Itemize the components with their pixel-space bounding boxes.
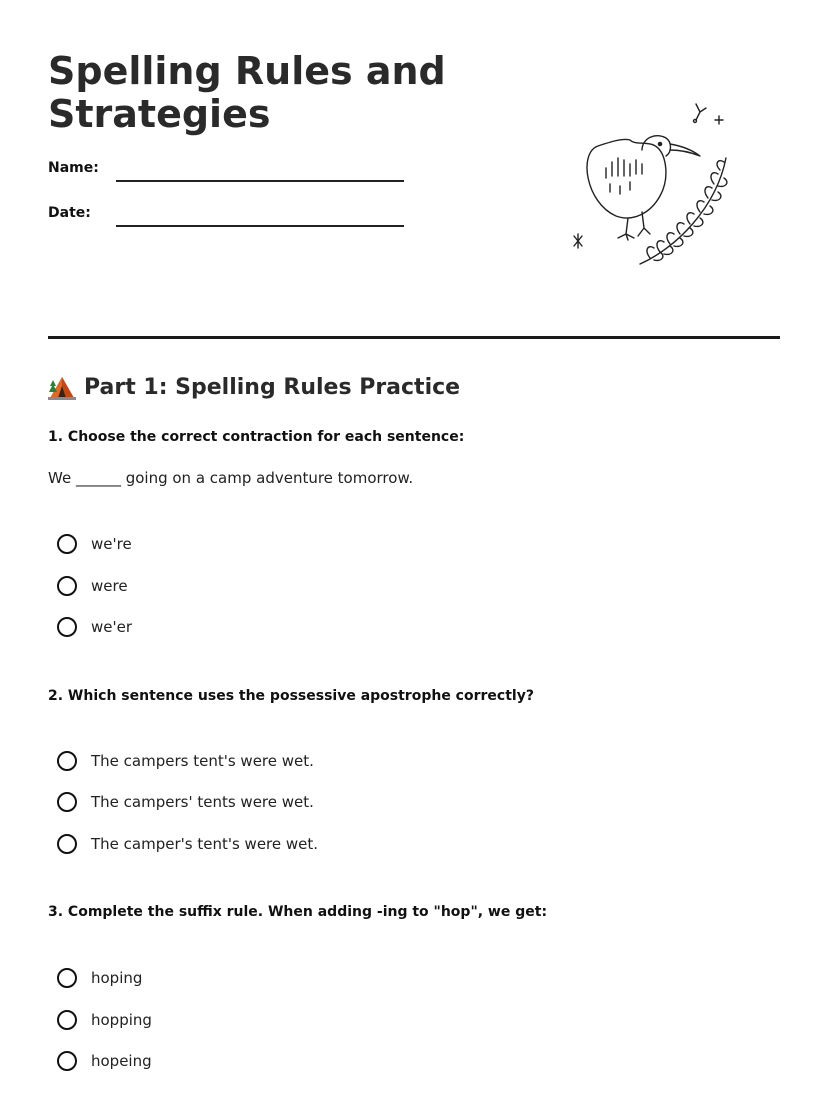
option-label: The campers' tents were wet. [91,793,314,811]
part1-heading-text: Part 1: Spelling Rules Practice [84,374,461,400]
radio-button[interactable] [57,834,77,854]
q2-option-1[interactable] [57,748,314,774]
radio-button[interactable] [57,576,77,596]
q1-option-2[interactable] [57,573,128,599]
radio-button[interactable] [57,751,77,771]
q3-option-2[interactable] [57,1007,152,1033]
radio-button[interactable] [57,534,77,554]
date-field[interactable] [48,205,408,229]
option-label: hopeing [91,1052,152,1070]
worksheet-title: Spelling Rules and Strategies [48,49,446,136]
date-label: Date: [48,205,91,221]
option-label: hoping [91,969,143,987]
radio-button[interactable] [57,617,77,637]
question-1-sentence: We ______ going on a camp adventure tomorrow. [48,469,414,487]
radio-button[interactable] [57,1010,77,1030]
option-label: hopping [91,1011,152,1029]
name-label: Name: [48,160,99,176]
radio-button[interactable] [57,1051,77,1071]
question-2-prompt: 2. Which sentence uses the possessive apostrophe correctly? [48,688,534,704]
option-label: were [91,577,128,595]
option-label: we'er [91,618,133,636]
q2-option-3[interactable] [57,831,318,857]
radio-button[interactable] [57,792,77,812]
section-divider [48,336,780,339]
option-label: The campers tent's were wet. [91,752,314,770]
q2-option-2[interactable] [57,789,314,815]
name-line[interactable] [116,180,404,182]
radio-button[interactable] [57,968,77,988]
date-line[interactable] [116,225,404,227]
q3-option-1[interactable] [57,965,142,991]
q1-option-3[interactable] [57,614,132,640]
q1-option-1[interactable] [57,531,132,557]
kiwi-illustration-icon [566,98,736,268]
option-label: we're [91,535,132,553]
option-label: The camper's tent's were wet. [91,835,319,853]
q3-option-3[interactable] [57,1048,152,1074]
question-3-prompt: 3. Complete the suffix rule. When adding -ing to "hop", we get: [48,904,548,920]
part1-heading [48,374,460,400]
name-field[interactable] [48,160,408,184]
camping-tent-icon [48,374,76,400]
question-1-prompt: 1. Choose the correct contraction for each sentence: [48,429,465,445]
